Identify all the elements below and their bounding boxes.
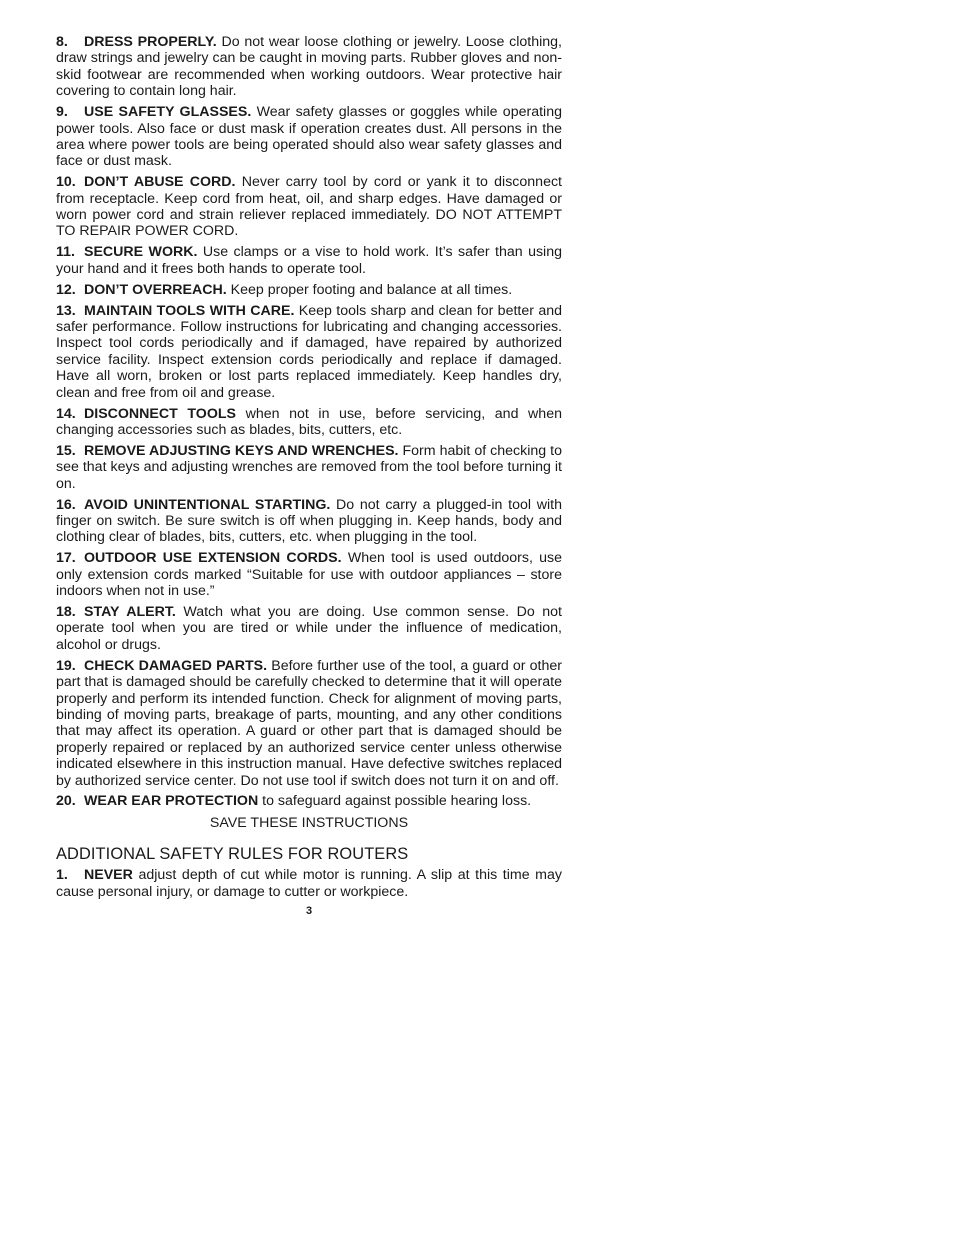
rule-16 <box>56 497 562 546</box>
rule-12 <box>56 282 562 298</box>
rule-text: Keep proper footing and balance at all times. <box>230 281 513 298</box>
router-safety-heading: ADDITIONAL SAFETY RULES FOR ROUTERS <box>56 845 409 864</box>
rule-number: 16. <box>56 496 76 513</box>
manual-page <box>56 34 562 918</box>
rule-text: adjust depth of cut while motor is running. A slip at this time may cause personal injury, or damage to cutter or workpiece. <box>56 867 562 900</box>
rule-9 <box>56 104 562 170</box>
rule-text: Keep tools sharp and clean for better and safer performance. Follow instructions for lubricating and changing accessories. Inspect tool cords periodically and if damaged, have repaired by authorized service facility. Inspect extension cords periodically and replace if damaged. Have all worn, broken or lost parts replaced immediately. Keep handles dry, clean and free from oil and grease. <box>56 302 562 401</box>
rule-title: STAY ALERT. <box>84 604 176 620</box>
rule-19 <box>56 658 562 789</box>
rule-10 <box>56 174 562 240</box>
rule-title: NEVER <box>84 867 133 884</box>
rule-text: when not in use, before servicing, and when changing accessories such as blades, bits, cutters, etc. <box>56 405 562 438</box>
rule-15 <box>56 443 562 492</box>
rule-number: 12. <box>56 281 76 298</box>
page-number: 3 <box>305 904 313 917</box>
rule-number: 20. <box>56 793 76 810</box>
rule-title: CHECK DAMAGED PARTS. <box>84 657 268 674</box>
rule-title: DON’T OVERREACH. <box>84 281 227 298</box>
rule-title: MAINTAIN TOOLS WITH CARE. <box>84 302 295 319</box>
rule-8 <box>56 34 562 100</box>
rule-14 <box>56 406 562 439</box>
rule-number: 19. <box>56 657 76 674</box>
rule-title: WEAR EAR PROTECTION <box>84 793 259 810</box>
rule-13 <box>56 303 562 401</box>
rule-title: DON’T ABUSE CORD. <box>84 174 236 191</box>
router-safety-rules-list <box>56 867 562 900</box>
rule-text: Before further use of the tool, a guard or other part that is damaged should be carefully checked to determine that it will operate properly and perform its intended function. Check for alignment of moving parts, binding of moving parts, breakage of parts, mounting, and any other conditions that may affect its operation. A guard or other part that is damaged should be properly repaired or replaced by an authorized service center unless otherwise indicated elsewhere in this instruction manual. Have defective switches replaced by authorized service center. Do not use tool if switch does not turn it on and off. <box>56 657 563 789</box>
rule-title: AVOID UNINTENTIONAL STARTING. <box>84 496 331 513</box>
rule-text: Use clamps or a vise to hold work. It’s safer than using your hand and it frees both hands to operate tool. <box>56 244 562 277</box>
rule-text: Never carry tool by cord or yank it to disconnect from receptacle. Keep cord from heat, oil, and sharp edges. Have damaged or worn power cord and strain reliever replaced immediately. DO NOT ATTEMPT TO REPAIR POWER CORD. <box>56 174 562 240</box>
rule-number: 14. <box>56 405 76 422</box>
rule-title: USE SAFETY GLASSES. <box>84 104 252 121</box>
rule-text: When tool is used outdoors, use only extension cords marked “Suitable for use with outdoor appliances – store indoors when not in use.” <box>56 550 563 600</box>
rule-text: Do not carry a plugged-in tool with finger on switch. Be sure switch is off when plugging in. Keep hands, body and clothing clear of blades, bits, cutters, etc. when plugging in the tool. <box>56 496 562 546</box>
rule-title: OUTDOOR USE EXTENSION CORDS. <box>84 550 342 567</box>
rule-title: DISCONNECT TOOLS <box>84 405 236 422</box>
rule-20 <box>56 793 562 809</box>
rule-title: DRESS PROPERLY. <box>84 34 217 50</box>
rule-11 <box>56 244 562 277</box>
rule-18 <box>56 604 562 653</box>
rule-text: to safeguard against possible hearing loss. <box>262 793 532 810</box>
rule-text: Form habit of checking to see that keys and adjusting wrenches are removed from the tool before turning it on. <box>56 442 562 492</box>
rule-number: 11. <box>56 244 75 261</box>
router-rule-1 <box>56 867 562 900</box>
rule-number: 18. <box>56 604 76 620</box>
general-safety-rules-list <box>56 34 562 810</box>
rule-number: 10. <box>56 174 76 191</box>
rule-number: 9. <box>56 104 68 121</box>
rule-number: 13. <box>56 302 76 319</box>
rule-number: 8. <box>56 34 68 50</box>
rule-title: SECURE WORK. <box>84 244 198 261</box>
rule-text: Watch what you are doing. Use common sense. Do not operate tool when you are tired or while under the influence of medication, alcohol or drugs. <box>56 604 562 653</box>
rule-number: 17. <box>56 550 76 567</box>
rule-text: Wear safety glasses or goggles while operating power tools. Also face or dust mask if operation creates dust. All persons in the area where power tools are being operated should also wear safety glasses and face or dust mask. <box>56 104 562 170</box>
rule-title: REMOVE ADJUSTING KEYS AND WRENCHES. <box>84 442 399 459</box>
rule-17 <box>56 550 562 599</box>
rule-text: Do not wear loose clothing or jewelry. Loose clothing, draw strings and jewelry can be caught in moving parts. Rubber gloves and non-skid footwear are recommended when working outdoors. Wear protective hair covering to contain long hair. <box>56 34 562 100</box>
save-instructions-notice: SAVE THESE INSTRUCTIONS <box>209 814 409 831</box>
rule-number: 1. <box>56 867 68 884</box>
rule-number: 15. <box>56 442 76 459</box>
